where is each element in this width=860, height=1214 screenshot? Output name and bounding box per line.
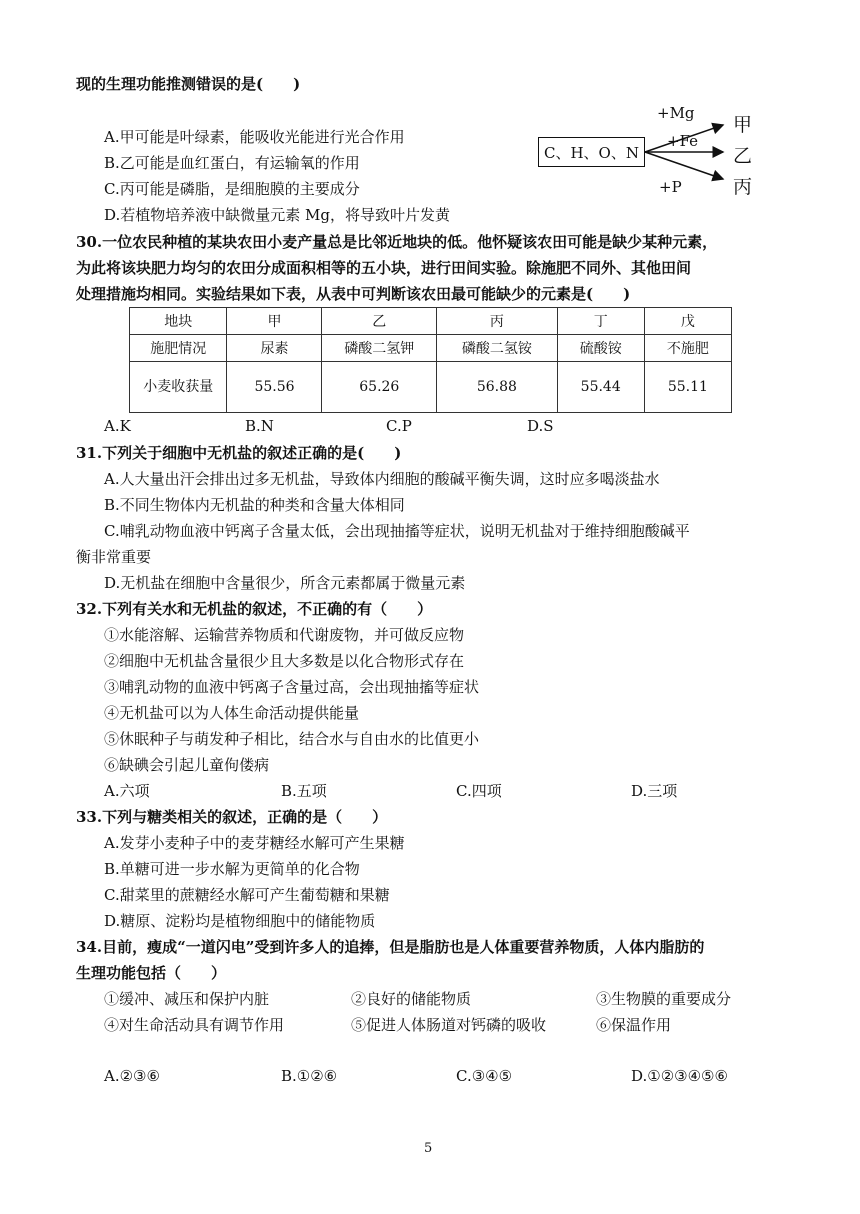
table-cell: 55.11 <box>644 362 731 413</box>
q34-option-a: A.②③⑥ <box>104 1067 160 1085</box>
q29-option-d: D.若植物培养液中缺微量元素 Mg，将导致叶片发黄 <box>104 206 450 224</box>
q29-option-c: C.丙可能是磷脂，是细胞膜的主要成分 <box>104 180 360 198</box>
table-cell: 丁 <box>557 308 644 335</box>
q32-item-1: ①水能溶解、运输营养物质和代谢废物，并可做反应物 <box>104 626 465 644</box>
q34-option-d: D.①②③④⑤⑥ <box>631 1067 728 1085</box>
table-cell: 不施肥 <box>644 335 731 362</box>
q30-stem-line3: 处理措施均相同。实验结果如下表，从表中可判断该农田最可能缺少的元素是( ) <box>76 285 631 303</box>
diagram-arrows <box>535 100 765 200</box>
element-diagram <box>535 100 765 200</box>
q32-option-c: C.四项 <box>456 782 502 800</box>
table-cell: 55.44 <box>557 362 644 413</box>
q31-stem: 31.下列关于细胞中无机盐的叙述正确的是( ) <box>76 444 402 462</box>
q32-item-2: ②细胞中无机盐含量很少且大多数是以化合物形式存在 <box>104 652 465 670</box>
table-cell: 硫酸铵 <box>557 335 644 362</box>
label-plus-mg: +Mg <box>657 104 695 122</box>
table-cell: 56.88 <box>437 362 558 413</box>
label-plus-fe: +Fe <box>667 132 699 150</box>
q31-option-c: C.哺乳动物血液中钙离子含量太低，会出现抽搐等症状，说明无机盐对于维持细胞酸碱平 <box>104 522 690 540</box>
table-cell: 丙 <box>437 308 558 335</box>
element-box: C、H、O、N <box>538 137 645 167</box>
table-cell: 磷酸二氢钾 <box>322 335 437 362</box>
q30-stem-line1: 30.一位农民种植的某块农田小麦产量总是比邻近地块的低。他怀疑该农田可能是缺少某种元素， <box>76 233 718 251</box>
q34-stem-line1: 34.目前，瘦成“一道闪电”受到许多人的追捧，但是脂肪也是人体重要营养物质，人体内脂肪的 <box>76 938 705 956</box>
q34-item-5: ⑤促进人体肠道对钙磷的吸收 <box>351 1016 547 1034</box>
q30-option-c: C.P <box>386 417 412 435</box>
q30-option-b: B.N <box>245 417 274 435</box>
table-cell: 乙 <box>322 308 437 335</box>
q32-item-4: ④无机盐可以为人体生命活动提供能量 <box>104 704 360 722</box>
table-cell: 65.26 <box>322 362 437 413</box>
q33-option-c: C.甜菜里的蔗糖经水解可产生葡萄糖和果糖 <box>104 886 390 904</box>
q32-item-5: ⑤休眠种子与萌发种子相比，结合水与自由水的比值更小 <box>104 730 480 748</box>
q34-option-b: B.①②⑥ <box>281 1067 338 1085</box>
table-row <box>130 362 732 413</box>
q33-stem: 33.下列与糖类相关的叙述，正确的是（ ） <box>76 808 388 826</box>
q32-option-a: A.六项 <box>104 782 150 800</box>
q32-stem: 32.下列有关水和无机盐的叙述，不正确的有（ ） <box>76 600 433 618</box>
q34-item-2: ②良好的储能物质 <box>351 990 472 1008</box>
label-bing: 丙 <box>733 176 753 198</box>
table-header-plot: 地块 <box>130 308 227 335</box>
q29-option-b: B.乙可能是血红蛋白，有运输氧的作用 <box>104 154 360 172</box>
q33-option-b: B.单糖可进一步水解为更简单的化合物 <box>104 860 360 878</box>
q31-option-d: D.无机盐在细胞中含量很少，所含元素都属于微量元素 <box>104 574 466 592</box>
q32-option-d: D.三项 <box>631 782 678 800</box>
table-header-yield: 小麦收获量 <box>130 362 227 413</box>
table-row <box>130 335 732 362</box>
table-cell: 55.56 <box>227 362 322 413</box>
q34-item-3: ③生物膜的重要成分 <box>596 990 732 1008</box>
q30-stem-line2: 为此将该块肥力均匀的农田分成面积相等的五小块，进行田间实验。除施肥不同外、其他田间 <box>76 259 692 277</box>
q31-option-c-cont: 衡非常重要 <box>76 548 152 566</box>
q34-option-c: C.③④⑤ <box>456 1067 513 1085</box>
q31-option-b: B.不同生物体内无机盐的种类和含量大体相同 <box>104 496 405 514</box>
q33-option-a: A.发芽小麦种子中的麦芽糖经水解可产生果糖 <box>104 834 405 852</box>
label-yi: 乙 <box>733 145 753 167</box>
q33-option-d: D.糖原、淀粉均是植物细胞中的储能物质 <box>104 912 376 930</box>
table-header-fertilizer: 施肥情况 <box>130 335 227 362</box>
q32-option-b: B.五项 <box>281 782 327 800</box>
q31-option-a: A.人大量出汗会排出过多无机盐，导致体内细胞的酸碱平衡失调，这时应多喝淡盐水 <box>104 470 660 488</box>
table-cell: 戊 <box>644 308 731 335</box>
label-jia: 甲 <box>733 114 753 136</box>
label-plus-p: +P <box>659 178 682 196</box>
table-cell: 甲 <box>227 308 322 335</box>
q30-option-a: A.K <box>104 417 131 435</box>
q32-item-6: ⑥缺碘会引起儿童佝偻病 <box>104 756 270 774</box>
q34-item-1: ①缓冲、减压和保护内脏 <box>104 990 270 1008</box>
q34-stem-line2: 生理功能包括（ ） <box>76 964 227 982</box>
table-cell: 尿素 <box>227 335 322 362</box>
page-number: 5 <box>424 1141 433 1156</box>
table-cell: 磷酸二氢铵 <box>437 335 558 362</box>
q29-stem: 现的生理功能推测错误的是( ) <box>76 75 301 93</box>
table-row <box>130 308 732 335</box>
fertilizer-table <box>129 307 732 413</box>
q32-item-3: ③哺乳动物的血液中钙离子含量过高，会出现抽搐等症状 <box>104 678 480 696</box>
q29-option-a: A.甲可能是叶绿素，能吸收光能进行光合作用 <box>104 128 405 146</box>
q34-item-4: ④对生命活动具有调节作用 <box>104 1016 285 1034</box>
q30-option-d: D.S <box>527 417 554 435</box>
q34-item-6: ⑥保温作用 <box>596 1016 672 1034</box>
